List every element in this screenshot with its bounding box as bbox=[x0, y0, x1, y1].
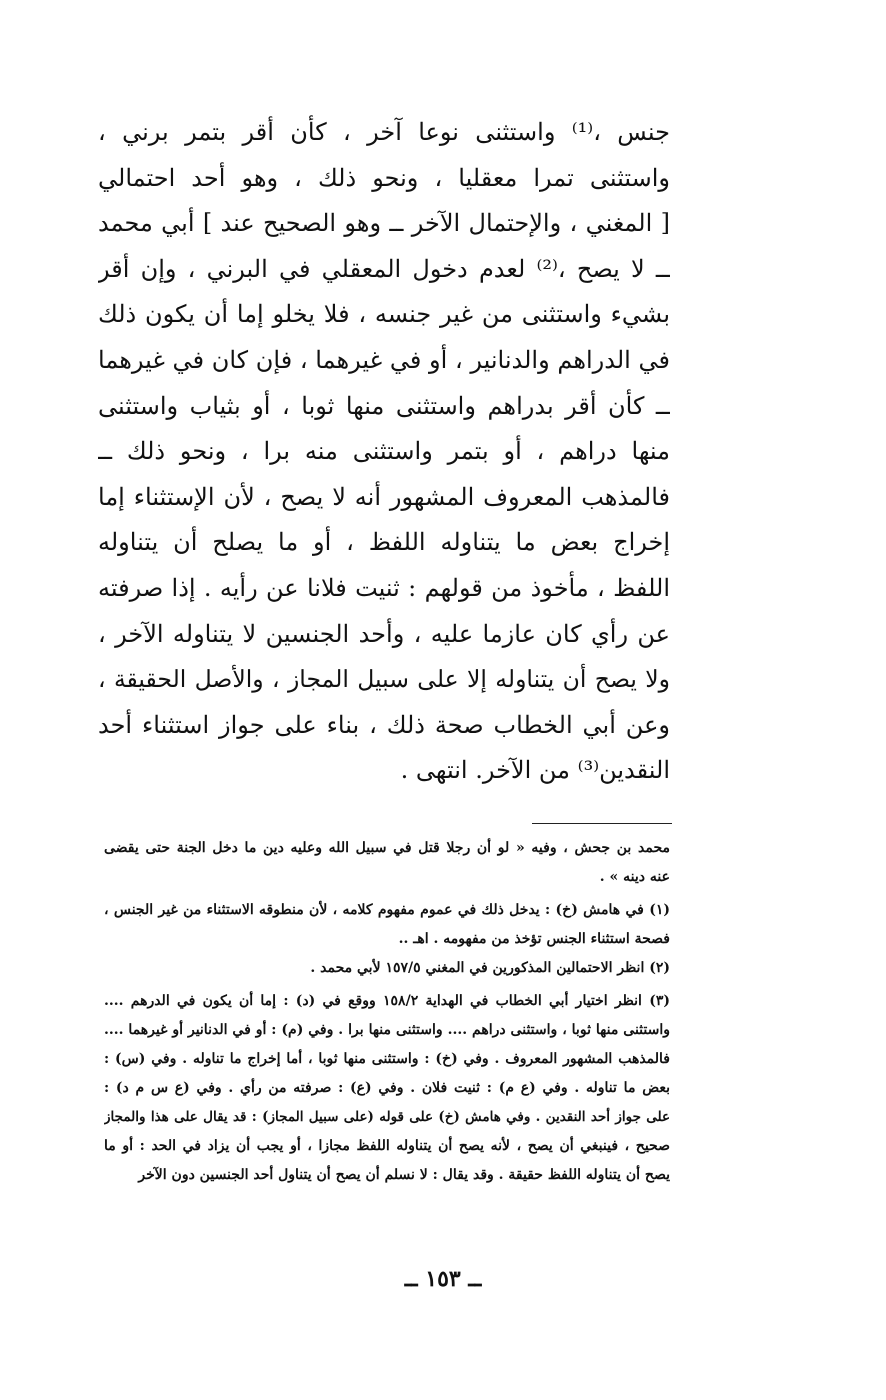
footnote-line: (١) في هامش (خ) : يدخل ذلك في عموم مفهوم كلامه ، لأن منطوقه الاستثناء من غير الجنس ، bbox=[104, 902, 670, 918]
text-line: عن رأي كان عازما عليه ، وأحد الجنسين لا يتناوله الآخر ، bbox=[98, 619, 670, 648]
footnote-3 bbox=[104, 987, 670, 1190]
text-line: ولا يصح أن يتناوله إلا على سبيل المجاز ، والأصل الحقيقة ، bbox=[98, 665, 670, 694]
footnote-1 bbox=[104, 896, 670, 954]
footnote-line: يصح أن يتناوله اللفظ حقيقة . وقد يقال : لا نسلم أن يصح أن يتناول أحد الجنسين دون الآخر bbox=[138, 1167, 670, 1183]
text-line: إخراج بعض ما يتناوله اللفظ ، أو ما يصلح أن يتناوله bbox=[98, 528, 670, 557]
footnote-line: صحيح ، فينبغي أن يصح ، لأنه يصح أن يتناوله اللفظ مجازا ، أو يجب أن يزاد في الحد : أو ما bbox=[104, 1138, 670, 1154]
text-line: منها دراهم ، أو بتمر واستثنى منه برا ، ونحو ذلك ــ bbox=[98, 437, 670, 466]
footnote-line: عنه دينه » . bbox=[599, 869, 670, 885]
text-line: جنس ،⁽¹⁾ واستثنى نوعا آخر ، كأن أقر بتمر برني ، bbox=[98, 118, 670, 146]
footnote-line: (٢) انظر الاحتمالين المذكورين في المغني ١٥٧/٥ لأبي محمد . bbox=[310, 960, 670, 976]
text-line: بشيء واستثنى من غير جنسه ، فلا يخلو إما أن يكون ذلك bbox=[98, 300, 670, 329]
footnote-line: فالمذهب المشهور المعروف . وفي (خ) : واستثنى منها ثوبا ، أما إخراج ما تناوله . وفي (س) : bbox=[104, 1051, 670, 1067]
text-line: ــ لا يصح ،⁽²⁾ لعدم دخول المعقلي في البرني ، وإن أقر bbox=[98, 254, 670, 283]
footnote-2 bbox=[104, 954, 670, 983]
page-number: ــ ١٥٣ ــ bbox=[404, 1266, 482, 1292]
footnote-continued bbox=[104, 834, 670, 892]
text-line: فالمذهب المعروف المشهور أنه لا يصح ، لأن الإستثناء إما bbox=[98, 482, 670, 511]
footnote-line: (٣) انظر اختيار أبي الخطاب في الهداية ١٥٨/٢ ووقع في (د) : إما أن يكون في الدرهم .... bbox=[104, 993, 670, 1009]
main-text-block bbox=[98, 110, 670, 794]
footnote-line: فصحة استثناء الجنس تؤخذ من مفهومه . اهـ .. bbox=[398, 931, 670, 947]
footnote-line: محمد بن جحش ، وفيه « لو أن رجلا قتل في سبيل الله وعليه دين ما دخل الجنة حتى يقضى bbox=[104, 840, 670, 856]
text-line: اللفظ ، مأخوذ من قولهم : ثنيت فلانا عن رأيه . إذا صرفته bbox=[98, 573, 670, 602]
footnote-line: بعض ما تناوله . وفي (ع م) : ثنيت فلان . وفي (ع) : صرفته من رأي . وفي (ع س م د) : bbox=[104, 1080, 670, 1096]
text-line: وعن أبي الخطاب صحة ذلك ، بناء على جواز استثناء أحد bbox=[98, 710, 670, 739]
text-line: واستثنى تمرا معقليا ، ونحو ذلك ، وهو أحد احتمالي bbox=[98, 163, 670, 192]
text-line: ــ كأن أقر بدراهم واستثنى منها ثوبا ، أو بثياب واستثنى bbox=[98, 391, 670, 420]
footnote-separator bbox=[532, 823, 672, 824]
text-line: [ المغني ، والإحتمال الآخر ــ وهو الصحيح عند ] أبي محمد bbox=[98, 209, 670, 238]
footnote-line: على جواز أحد النقدين . وفي هامش (خ) على قوله (على سبيل المجاز) : قد يقال على هذا والمجاز bbox=[104, 1109, 670, 1125]
footnote-line: واستثنى منها ثوبا ، واستثنى دراهم .... واستثنى منها برا . وفي (م) : أو في الدنانير أو غيرهما .... bbox=[104, 1022, 670, 1038]
text-line: النقدين⁽³⁾ من الآخر. انتهى . bbox=[400, 756, 670, 785]
text-line: في الدراهم والدنانير ، أو في غيرهما ، فإن كان في غيرهما bbox=[98, 345, 670, 374]
footnotes bbox=[104, 834, 670, 1190]
